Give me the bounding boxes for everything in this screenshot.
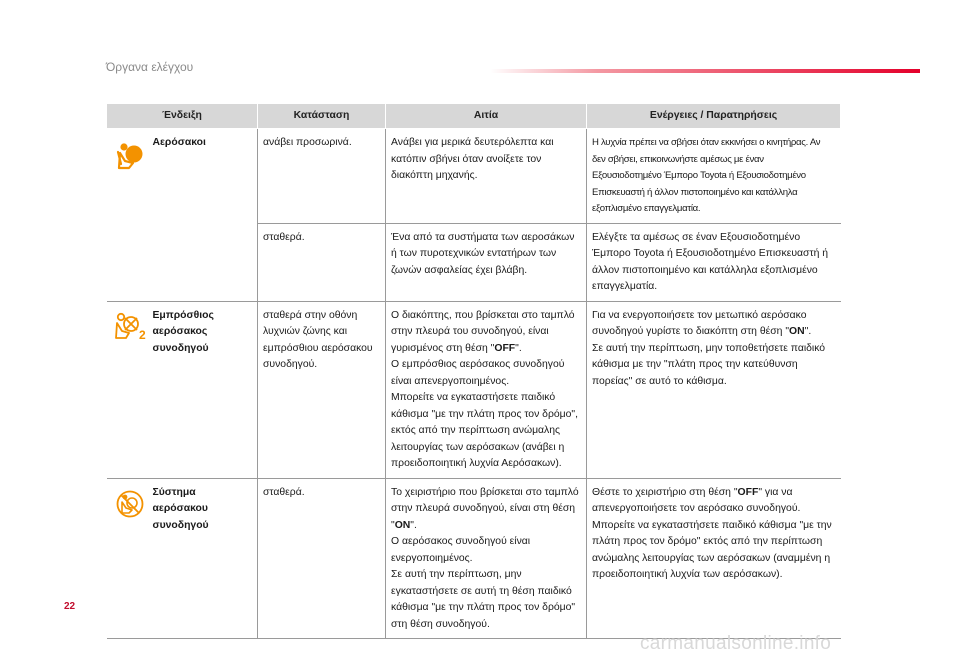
row-cause: [386, 301, 587, 478]
row-name-airbags: Αερόσακοι: [153, 129, 258, 302]
column-header-state: Κατάσταση: [258, 104, 386, 129]
action-text: " για να απενεργοποιήσετε τον αερόσακο συνοδηγού.: [592, 486, 801, 514]
action-text: Για να ενεργοποιήσετε τον μετωπικό αερόσακο συνοδηγού γυρίστε το διακόπτη στη θέση ": [592, 309, 807, 337]
cause-text: ".: [410, 519, 417, 531]
airbag-warning-icon: [115, 141, 145, 171]
cause-text: Σε αυτή την περίπτωση, μην εγκαταστήσετε σε αυτή τη θέση παιδικό κάθισμα "με την πλάτη προς τον δρόμο" στη θέση συνοδηγού.: [391, 569, 576, 630]
section-title: Όργανα ελέγχου: [106, 60, 194, 74]
action-text: Μπορείτε να εγκαταστήσετε παιδικό κάθισμα "με την πλάτη προς τον δρόμο" εκτός από την περίπτωση ανώμαλης λειτουργίας των αερόσακων (αναμμένη η προειδοποιητική λυχνία των αερόσακων).: [592, 519, 832, 580]
row-cause: Ανάβει για μερικά δευτερόλεπτα και κατόπιν σβήνει όταν ανοίξετε τον διακόπτη μηχανής.: [386, 129, 587, 224]
row-action: Ελέγξτε τα αμέσως σε έναν Εξουσιοδοτημένο Έμπορο Toyota ή Εξουσιοδοτημένο Επισκευαστή ή άλλον πιστοποιημένο και κατάλληλα εξοπλισμένο επαγγελματία.: [587, 223, 841, 301]
row-state: σταθερά στην οθόνη λυχνιών ζώνης και εμπρόσθιου αερόσακου συνοδηγού.: [258, 301, 386, 478]
cause-text: Ο αερόσακος συνοδηγού είναι ενεργοποιημένος.: [391, 536, 531, 564]
row-state: σταθερά.: [258, 478, 386, 639]
passenger-airbag-system-icon-cell: [107, 478, 153, 639]
table-row: [107, 301, 841, 478]
column-header-indication: Ένδειξη: [107, 104, 258, 129]
watermark: carmanualsonline.info: [640, 633, 832, 654]
action-text: Θέστε το χειριστήριο στη θέση ": [592, 486, 738, 498]
cause-text: Ο διακόπτης, που βρίσκεται στο ταμπλό στην πλευρά του συνοδηγού, είναι γυρισμένος στη θέση ": [391, 309, 575, 354]
row-name-passenger-airbag-system: Σύστημα αερόσακου συνοδηγού: [153, 478, 258, 639]
cause-text: ".: [515, 342, 522, 354]
action-text: Σε αυτή την περίπτωση, μην τοποθετήσετε παιδικό κάθισμα με την "πλάτη προς την κατεύθυνση πορείας" σε αυτό το κάθισμα.: [592, 342, 826, 387]
page-number: 22: [64, 601, 76, 612]
table-header-row: [107, 104, 841, 129]
table-row: [107, 129, 841, 224]
cause-on-keyword: ON: [394, 519, 411, 531]
cause-text: Ο εμπρόσθιος αερόσακος συνοδηγού είναι απενεργοποιημένος.: [391, 359, 565, 387]
passenger-airbag-off-icon: [113, 312, 147, 342]
row-action: [587, 478, 841, 639]
row-cause: Ένα από τα συστήματα των αεροσάκων ή των πυροτεχνικών εντατήρων των ζωνών ασφαλείας έχει βλάβη.: [386, 223, 587, 301]
header-accent-bar: [490, 69, 920, 73]
passenger-airbag-icon-cell: [107, 301, 153, 478]
action-off-keyword: OFF: [737, 486, 759, 498]
row-state: σταθερά.: [258, 223, 386, 301]
row-cause: [386, 478, 587, 639]
column-header-actions: Ενέργειες / Παρατηρήσεις: [587, 104, 841, 129]
passenger-airbag-system-fault-icon: [115, 489, 145, 519]
row-action: [587, 301, 841, 478]
action-on-keyword: ON: [789, 326, 805, 337]
airbag-icon-cell: [107, 129, 153, 302]
svg-text:2: 2: [138, 327, 146, 342]
action-text: ".: [804, 326, 812, 337]
table-row: [107, 478, 841, 639]
row-action: Η λυχνία πρέπει να σβήσει όταν εκκινήσει ο κινητήρας. Αν δεν σβήσει, επικοινωνήστε αμέσως με έναν Εξουσιοδοτημένο Έμπορο Toyota ή Εξουσιοδοτημένο Επισκευαστή ή άλλον πιστοποιημένο και κατάλληλα εξοπλισμένο επαγγελματία.: [587, 129, 841, 224]
cause-off-keyword: OFF: [494, 342, 516, 354]
row-state: ανάβει προσωρινά.: [258, 129, 386, 224]
cause-text: Μπορείτε να εγκαταστήσετε παιδικό κάθισμα "με την πλάτη προς τον δρόμο", εκτός από την περίπτωση ανώμαλης λειτουργίας των αερόσακων (ανάβει η προειδοποιητική λυχνία Αερόσακων).: [391, 392, 578, 469]
warning-lights-table: [106, 103, 841, 639]
column-header-cause: Αιτία: [386, 104, 587, 129]
cause-text: Το χειριστήριο που βρίσκεται στο ταμπλό στην πλευρά συνοδηγού, είναι στη θέση ": [391, 486, 579, 531]
row-name-front-passenger-airbag: Εμπρόσθιος αερόσακος συνοδηγού: [153, 301, 258, 478]
